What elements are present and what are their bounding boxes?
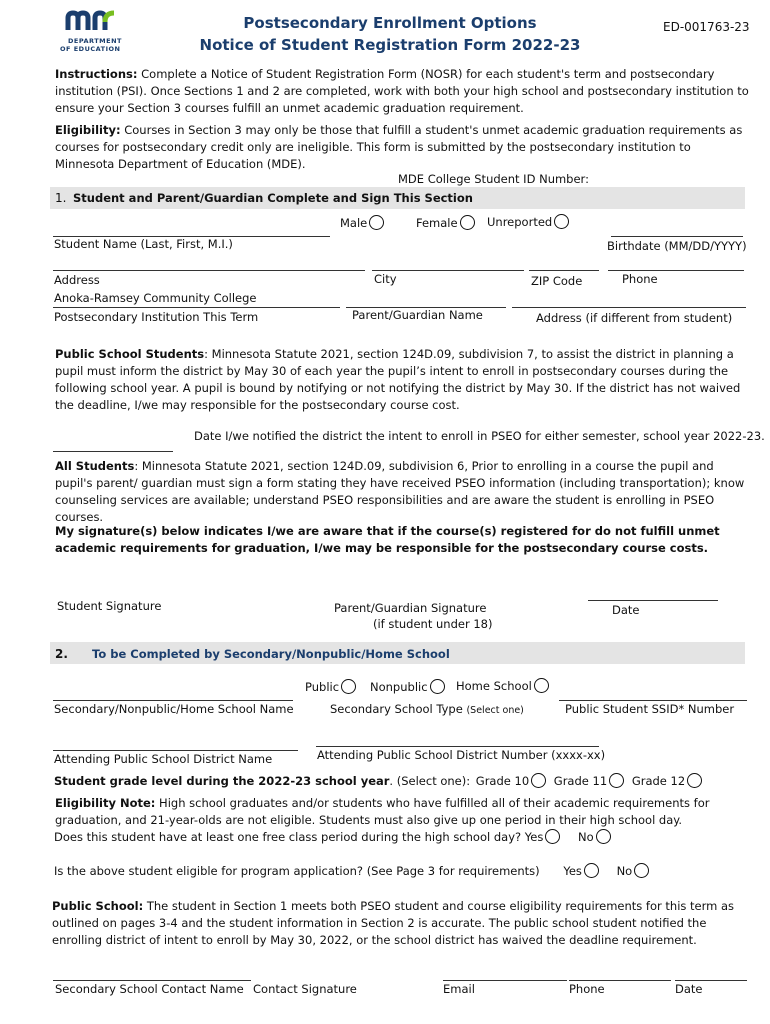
eligible-no-label: No	[616, 864, 633, 878]
logo-text-line1: DEPARTMENT	[68, 37, 122, 45]
student-signature-label: Student Signature	[57, 599, 162, 613]
free-period-yes[interactable]	[525, 830, 561, 844]
grade-level-lead: Student grade level during the 2022-23 school year	[54, 774, 390, 788]
all-students-lead: All Students	[55, 459, 135, 473]
grade-11[interactable]	[554, 774, 624, 788]
public-school-paragraph	[52, 898, 747, 949]
type-public-radio[interactable]	[341, 679, 356, 694]
school-type-text: Secondary School Type	[330, 702, 463, 716]
gender-unreported-label: Unreported	[487, 215, 553, 229]
student-name-label: Student Name (Last, First, M.I.)	[54, 237, 233, 251]
type-public[interactable]	[305, 679, 356, 696]
public-school-students-paragraph	[55, 346, 750, 414]
eligibility-note-lead: Eligibility Note:	[55, 796, 156, 810]
address-label: Address	[54, 273, 100, 287]
gender-male-radio[interactable]	[369, 215, 384, 230]
mde-id-label: MDE College Student ID Number:	[398, 172, 589, 186]
grade-12[interactable]	[632, 774, 702, 788]
eligibility-text: Courses in Section 3 may only be those that fulfill a student's unmet academic graduation requirements as courses for postsecondary credit only are ineligible. This form is submitted by the postsecondary institution to Minnesota Department of Education (MDE).	[55, 123, 743, 171]
eligible-no-radio[interactable]	[634, 863, 649, 878]
eligible-text: Is the above student eligible for program application? (See Page 3 for requirements)	[54, 864, 540, 878]
district-number-label: Attending Public School District Number (xxxx-xx)	[317, 748, 606, 762]
section2-number: 2.	[55, 647, 68, 661]
form-title-line2: Notice of Student Registration Form 2022-23	[199, 36, 581, 54]
contact-signature-label: Contact Signature	[253, 982, 357, 996]
eligibility-lead: Eligibility:	[55, 123, 121, 137]
public-school-text: The student in Section 1 meets both PSEO student and course eligibility requirements for this term as outlined on pages 3-4 and the student information in Section 2 is accurate. The public school student notified the enrolling district of intent to enroll by May 30, 2022, or the school district has waived the deadline requirement.	[52, 899, 735, 947]
free-period-no-label: No	[578, 830, 594, 844]
free-period-text: Does this student have at least one free class period during the high school day?	[54, 830, 522, 844]
district-name-label: Attending Public School District Name	[54, 752, 273, 766]
grade-10-radio[interactable]	[531, 773, 546, 788]
type-nonpublic[interactable]	[370, 679, 445, 696]
free-period-yes-radio[interactable]	[545, 829, 560, 844]
section2-title: To be Completed by Secondary/Nonpublic/Home School	[92, 647, 450, 661]
school-type-label	[330, 701, 524, 719]
signature-statement: My signature(s) below indicates I/we are aware that if the course(s) registered for do not fulfill unmet academic requirements for graduation, I/we may be responsible for the postsecondary course costs.	[55, 524, 720, 555]
date-notified-field[interactable]	[53, 451, 173, 452]
type-nonpublic-radio[interactable]	[430, 679, 445, 694]
public-school-lead: Public School:	[52, 899, 144, 913]
eligible-yes-radio[interactable]	[584, 863, 599, 878]
free-period-no-radio[interactable]	[596, 829, 611, 844]
type-home-label: Home School	[456, 679, 532, 693]
parent-name-label: Parent/Guardian Name	[352, 308, 483, 322]
instructions-lead: Instructions:	[55, 67, 138, 81]
gender-unreported[interactable]	[487, 214, 569, 231]
instructions-text: Complete a Notice of Student Registration Form (NOSR) for each student's term and postsecondary institution (PSI). Once Sections 1 and 2 are completed, work with both your high school and postsecondary institution to ensure your Section 3 courses fulfill an unmet academic graduation requirement.	[55, 67, 749, 115]
form-id: ED-001763-23	[663, 20, 750, 34]
date-notified-label: Date I/we notified the district the intent to enroll in PSEO for either semester, school year 2022-23.	[194, 429, 765, 443]
contact-name-label: Secondary School Contact Name	[55, 982, 244, 996]
grade-10[interactable]	[476, 774, 546, 788]
sig-date-field[interactable]	[588, 600, 718, 601]
city-label: City	[374, 272, 397, 286]
contact-date-label: Date	[675, 982, 703, 996]
type-nonpublic-label: Nonpublic	[370, 680, 428, 694]
gender-female[interactable]	[416, 215, 475, 232]
gender-female-label: Female	[416, 216, 458, 230]
school-name-label: Secondary/Nonpublic/Home School Name	[54, 702, 294, 716]
institution-field[interactable]	[53, 307, 340, 308]
parent-address-field[interactable]	[512, 307, 746, 308]
birthdate-label: Birthdate (MM/DD/YYYY)	[607, 239, 747, 253]
type-home-radio[interactable]	[534, 678, 549, 693]
type-home[interactable]	[456, 678, 549, 695]
gender-unreported-radio[interactable]	[554, 214, 569, 229]
free-period-question	[54, 829, 611, 846]
form-title-line1: Postsecondary Enrollment Options	[243, 14, 537, 32]
gender-male-label: Male	[340, 216, 368, 230]
instructions-paragraph	[55, 66, 750, 117]
logo-text-line2: OF EDUCATION	[60, 45, 121, 53]
institution-label: Postsecondary Institution This Term	[54, 310, 259, 324]
grade-12-label: Grade 12	[631, 774, 686, 788]
free-period-no[interactable]	[578, 830, 611, 844]
grade-11-label: Grade 11	[553, 774, 608, 788]
eligible-no[interactable]	[617, 864, 650, 878]
zip-label: ZIP Code	[531, 274, 583, 288]
public-school-students-text: : Minnesota Statute 2021, section 124D.09, subdivision 7, to assist the district in planning a pupil must inform the district by May 30 of each year the pupil’s intent to enroll in postsecondary courses during the following school year. A pupil is bound by notifying or not notifying the district by May 30. If the district has not waived the deadline, I/we may responsible for the postsecondary course cost.	[55, 347, 741, 412]
section1-number: 1.	[55, 191, 67, 205]
address-field[interactable]	[53, 270, 365, 271]
section1-title: Student and Parent/Guardian Complete and Sign This Section	[73, 191, 473, 205]
grade-11-radio[interactable]	[609, 773, 624, 788]
birthdate-field[interactable]	[611, 236, 743, 237]
email-label: Email	[443, 982, 475, 996]
type-public-label: Public	[305, 680, 340, 694]
grade-10-label: Grade 10	[475, 774, 530, 788]
gender-female-radio[interactable]	[460, 215, 475, 230]
eligibility-note-text: High school graduates and/or students who have fulfilled all of their academic requirements for graduation, and 21-year-olds are not eligible. Students must also give up one period in their high school day.	[55, 796, 710, 827]
grade-level-row	[54, 773, 702, 790]
parent-signature-sub: (if student under 18)	[373, 617, 493, 631]
mde-id-field[interactable]	[556, 185, 746, 186]
eligible-yes-label: Yes	[563, 864, 582, 878]
ssid-label: Public Student SSID* Number	[565, 702, 735, 716]
zip-field[interactable]	[529, 270, 599, 271]
eligible-yes[interactable]	[563, 864, 599, 878]
grade-12-radio[interactable]	[687, 773, 702, 788]
all-students-paragraph	[55, 458, 750, 526]
eligibility-paragraph	[55, 122, 750, 173]
sig-date-label: Date	[612, 603, 640, 617]
all-students-text: : Minnesota Statute 2021, section 124D.09, subdivision 6, Prior to enrolling in a course the pupil and pupil's parent/ guardian must sign a form stating they have received PSEO information (including transportation); know counseling services are available; understand PSEO responsibilities and are aware the student is enrolling in PSEO courses.	[55, 459, 745, 524]
institution-value[interactable]: Anoka-Ramsey Community College	[54, 291, 257, 305]
eligibility-note-paragraph	[55, 795, 750, 829]
public-school-students-lead: Public School Students	[55, 347, 205, 361]
grade-level-tail: . (Select one):	[389, 774, 471, 788]
free-period-yes-label: Yes	[524, 830, 544, 844]
parent-signature-label: Parent/Guardian Signature	[334, 601, 487, 615]
eligible-question	[54, 863, 649, 880]
gender-male[interactable]	[340, 215, 384, 232]
phone-label: Phone	[622, 272, 658, 286]
parent-address-label: Address (if different from student)	[536, 311, 733, 325]
mn-logo-icon	[58, 8, 130, 32]
contact-phone-label: Phone	[569, 982, 605, 996]
mde-logo	[58, 8, 130, 52]
school-type-hint: (Select one)	[466, 705, 524, 716]
